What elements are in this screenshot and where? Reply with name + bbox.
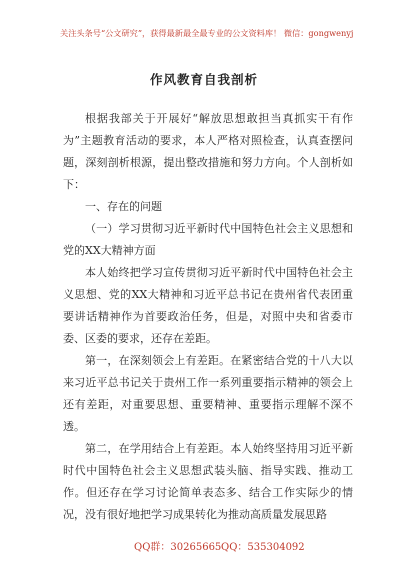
footer-qq-group: QQ群：30265665 bbox=[134, 542, 222, 553]
subsection-heading: （一）学习贯彻习近平新时代中国特色社会主义思想和党的XX大精神方面 bbox=[63, 222, 353, 257]
document-title: 作风教育自我剖析 bbox=[149, 72, 258, 87]
body-paragraph: 第二，在学用结合上有差距。本人始终坚持用习近平新时代中国特色社会主义思想武装头脑、指导实践、推动工作。但还存在学习讨论简单表态多、结合工作实际少的情况，没有很好地把学习成果转化为推动高质量发展思路 bbox=[63, 442, 353, 521]
document-body bbox=[63, 108, 353, 526]
footer-qq-contact: QQ：535304092 bbox=[221, 542, 305, 553]
body-paragraph: 第一，在深刻领会上有差距。在紧密结合党的十八大以来习近平总书记关于贵州工作一系列重要指示精神的领会上还有差距，对重要思想、重要精神、重要指示理解不深不透。 bbox=[63, 354, 353, 433]
body-paragraph: 本人始终把学习宣传贯彻习近平新时代中国特色社会主义思想、党的XX大精神和习近平总书记在贵州省代表团重要讲话精神作为首要政治任务，但是，对照中央和省委市委、区委的要求，还存在差距。 bbox=[63, 266, 353, 345]
footer bbox=[0, 538, 408, 552]
header-banner: 关注头条号“公文研究”，获得最新最全最专业的公文资料库！ 微信：gongwenyj bbox=[60, 28, 354, 38]
intro-paragraph: 根据我部关于开展好“解放思想敢担当真抓实干有作为”主题教育活动的要求，本人严格对照检查，认真查摆问题，深刻剖析根源，提出整改措施和努力方向。个人剖析如下： bbox=[63, 112, 353, 191]
section-heading-problems: 一、存在的问题 bbox=[85, 200, 162, 213]
